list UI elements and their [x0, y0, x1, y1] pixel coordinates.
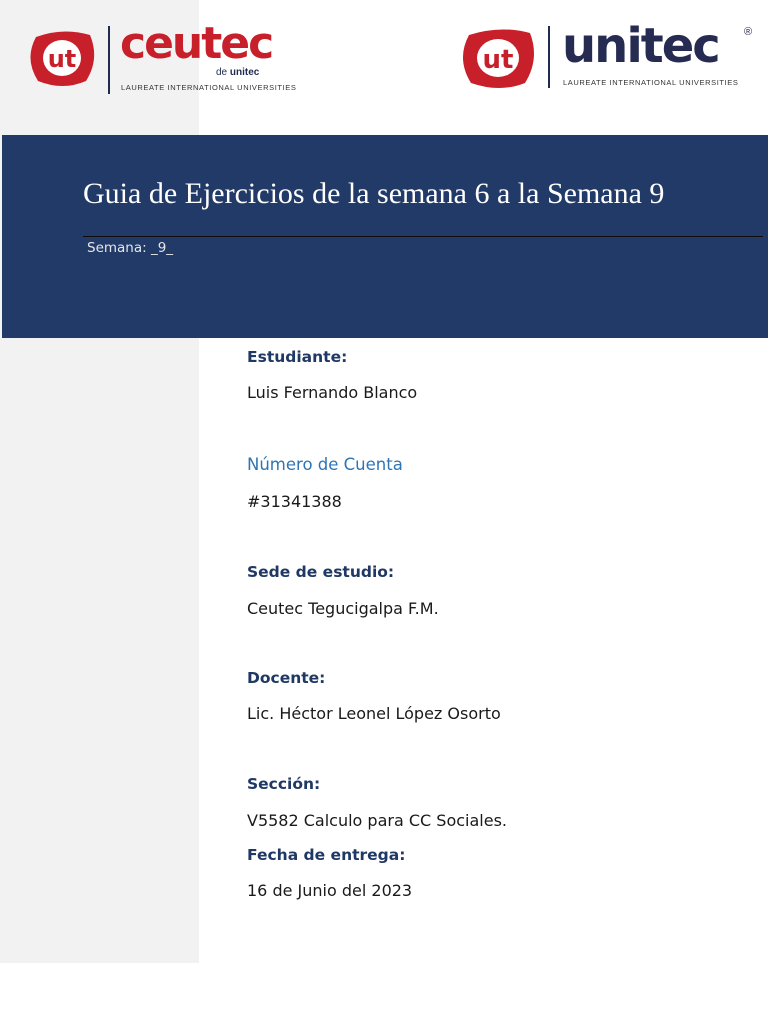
- ceutec-logo-divider: [108, 26, 110, 94]
- ceutec-badge-letters: ut: [47, 45, 77, 73]
- ceutec-wordmark: ceutec: [120, 18, 273, 69]
- student-label: Estudiante:: [247, 348, 348, 366]
- ceutec-sub-name: unitec: [229, 67, 260, 78]
- ut-badge-icon: [28, 29, 98, 89]
- ceutec-tagline: LAUREATE INTERNATIONAL UNIVERSITIES: [121, 83, 297, 92]
- unitec-tagline: LAUREATE INTERNATIONAL UNIVERSITIES: [563, 78, 739, 87]
- campus-value: Ceutec Tegucigalpa F.M.: [247, 599, 439, 618]
- account-value: #31341388: [247, 492, 342, 511]
- week-number: Semana: _9_: [87, 240, 174, 256]
- unitec-badge-letters: ut: [482, 45, 514, 75]
- unitec-logo: [460, 18, 760, 96]
- section-value: V5582 Calculo para CC Sociales.: [247, 811, 507, 830]
- teacher-value: Lic. Héctor Leonel López Osorto: [247, 704, 501, 723]
- document-title: Guia de Ejercicios de la semana 6 a la Semana 9: [83, 177, 665, 210]
- registered-mark: ®: [744, 26, 753, 38]
- teacher-label: Docente:: [247, 669, 326, 687]
- title-rule: [83, 236, 763, 237]
- campus-label: Sede de estudio:: [247, 563, 395, 581]
- ceutec-sub-brand: [216, 67, 259, 78]
- account-label: Número de Cuenta: [247, 455, 403, 474]
- section-label: Sección:: [247, 775, 321, 793]
- due-date-label: Fecha de entrega:: [247, 846, 406, 864]
- unitec-wordmark: unitec: [562, 18, 719, 74]
- unitec-logo-divider: [548, 26, 550, 88]
- ceutec-logo: [28, 18, 308, 98]
- ceutec-sub-prefix: de: [216, 67, 228, 78]
- due-date-value: 16 de Junio del 2023: [247, 881, 413, 900]
- ut-badge-icon: [460, 27, 538, 91]
- student-value: Luis Fernando Blanco: [247, 383, 418, 402]
- title-banner: [2, 135, 768, 338]
